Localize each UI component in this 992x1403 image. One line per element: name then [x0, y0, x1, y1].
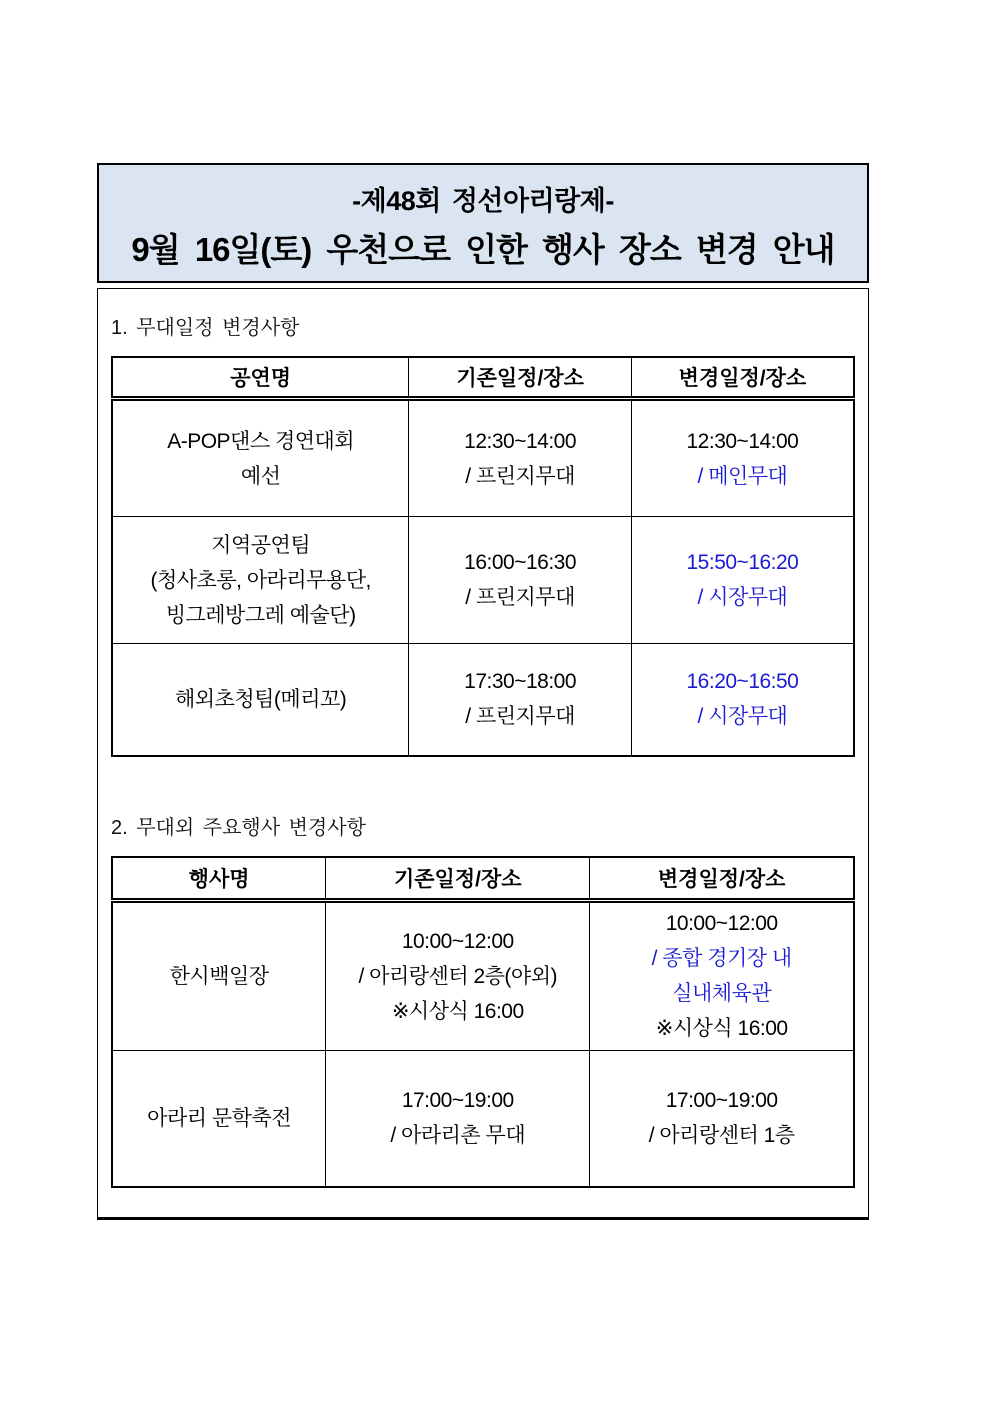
- table-row: [112, 517, 854, 644]
- table-row: [112, 900, 854, 1050]
- text-line: 17:00~19:00: [401, 1089, 514, 1113]
- changed-text-line: 16:20~16:50: [686, 670, 799, 694]
- changed-text-line: 15:50~16:20: [686, 551, 799, 574]
- notice-title-box: [97, 163, 869, 283]
- changed-text-line: / 시장무대: [697, 705, 788, 729]
- original-schedule-cell: [409, 517, 632, 644]
- offstage-events-table: [111, 856, 855, 1189]
- text-line: 빙그레방그레 예술단): [165, 603, 356, 627]
- text-line: / 아라리촌 무대: [390, 1124, 526, 1148]
- festival-title: -제48회 정선아리랑제-: [352, 186, 614, 216]
- text-line: / 프린지무대: [465, 705, 575, 729]
- section-1-title: 1. 무대일정 변경사항: [111, 317, 300, 339]
- text-line: 16:00~16:30: [464, 551, 577, 574]
- column-header-event: 행사명: [112, 857, 326, 901]
- original-schedule-cell: [326, 900, 590, 1050]
- notice-body-box: [97, 288, 869, 1220]
- text-line: 한시백일장: [169, 964, 269, 988]
- text-line: 17:00~19:00: [665, 1089, 778, 1113]
- text-line: 10:00~12:00: [665, 912, 778, 935]
- stage-schedule-table: [111, 356, 855, 757]
- changed-text-line: / 시장무대: [697, 586, 788, 609]
- text-line: / 프린지무대: [465, 586, 575, 609]
- table-row: [112, 1050, 854, 1187]
- changed-schedule-cell: [631, 517, 854, 644]
- column-header-changed: 변경일정/장소: [631, 357, 854, 399]
- event-name-cell: [112, 1050, 326, 1187]
- table-header-row: [112, 357, 854, 399]
- changed-schedule-cell: [590, 900, 854, 1050]
- changed-schedule-cell: [590, 1050, 854, 1187]
- original-schedule-cell: [409, 399, 632, 517]
- column-header-changed: 변경일정/장소: [590, 857, 854, 901]
- text-line: 10:00~12:00: [401, 929, 514, 953]
- section-2-title: 2. 무대외 주요행사 변경사항: [111, 816, 366, 839]
- original-schedule-cell: [326, 1050, 590, 1187]
- original-schedule-cell: [409, 644, 632, 756]
- text-line: / 프린지무대: [465, 464, 575, 488]
- table-row: [112, 644, 854, 756]
- text-line: A-POP댄스 경연대회: [167, 429, 355, 453]
- text-line: ※시상식 16:00: [655, 1017, 788, 1040]
- text-line: 아라리 문학축전: [147, 1106, 292, 1130]
- event-name-cell: [112, 399, 409, 517]
- changed-schedule-cell: [631, 644, 854, 756]
- text-line: / 아리랑센터 2층(야외): [358, 964, 557, 988]
- text-line: 17:30~18:00: [464, 670, 577, 694]
- event-name-cell: [112, 900, 326, 1050]
- table-row: [112, 399, 854, 517]
- text-line: 예선: [240, 464, 281, 488]
- column-header-original: 기존일정/장소: [409, 357, 632, 399]
- text-line: 해외초청팀(메리꼬): [175, 687, 347, 711]
- changed-text-line: / 종합 경기장 내: [651, 947, 792, 970]
- table-header-row: [112, 857, 854, 901]
- column-header-original: 기존일정/장소: [326, 857, 590, 901]
- column-header-performance: 공연명: [112, 357, 409, 399]
- changed-text-line: / 메인무대: [697, 464, 788, 488]
- event-name-cell: [112, 644, 409, 756]
- notice-subtitle: 9월 16일(토) 우천으로 인한 행사 장소 변경 안내: [131, 231, 835, 268]
- text-line: 12:30~14:00: [464, 429, 577, 453]
- text-line: 지역공연팀: [211, 533, 311, 557]
- text-line: 12:30~14:00: [686, 429, 799, 453]
- text-line: ※시상식 16:00: [391, 999, 524, 1023]
- changed-text-line: 실내체육관: [672, 982, 772, 1005]
- changed-schedule-cell: [631, 399, 854, 517]
- text-line: / 아리랑센터 1층: [648, 1124, 795, 1148]
- event-name-cell: [112, 517, 409, 644]
- text-line: (청사초롱, 아라리무용단,: [150, 568, 371, 592]
